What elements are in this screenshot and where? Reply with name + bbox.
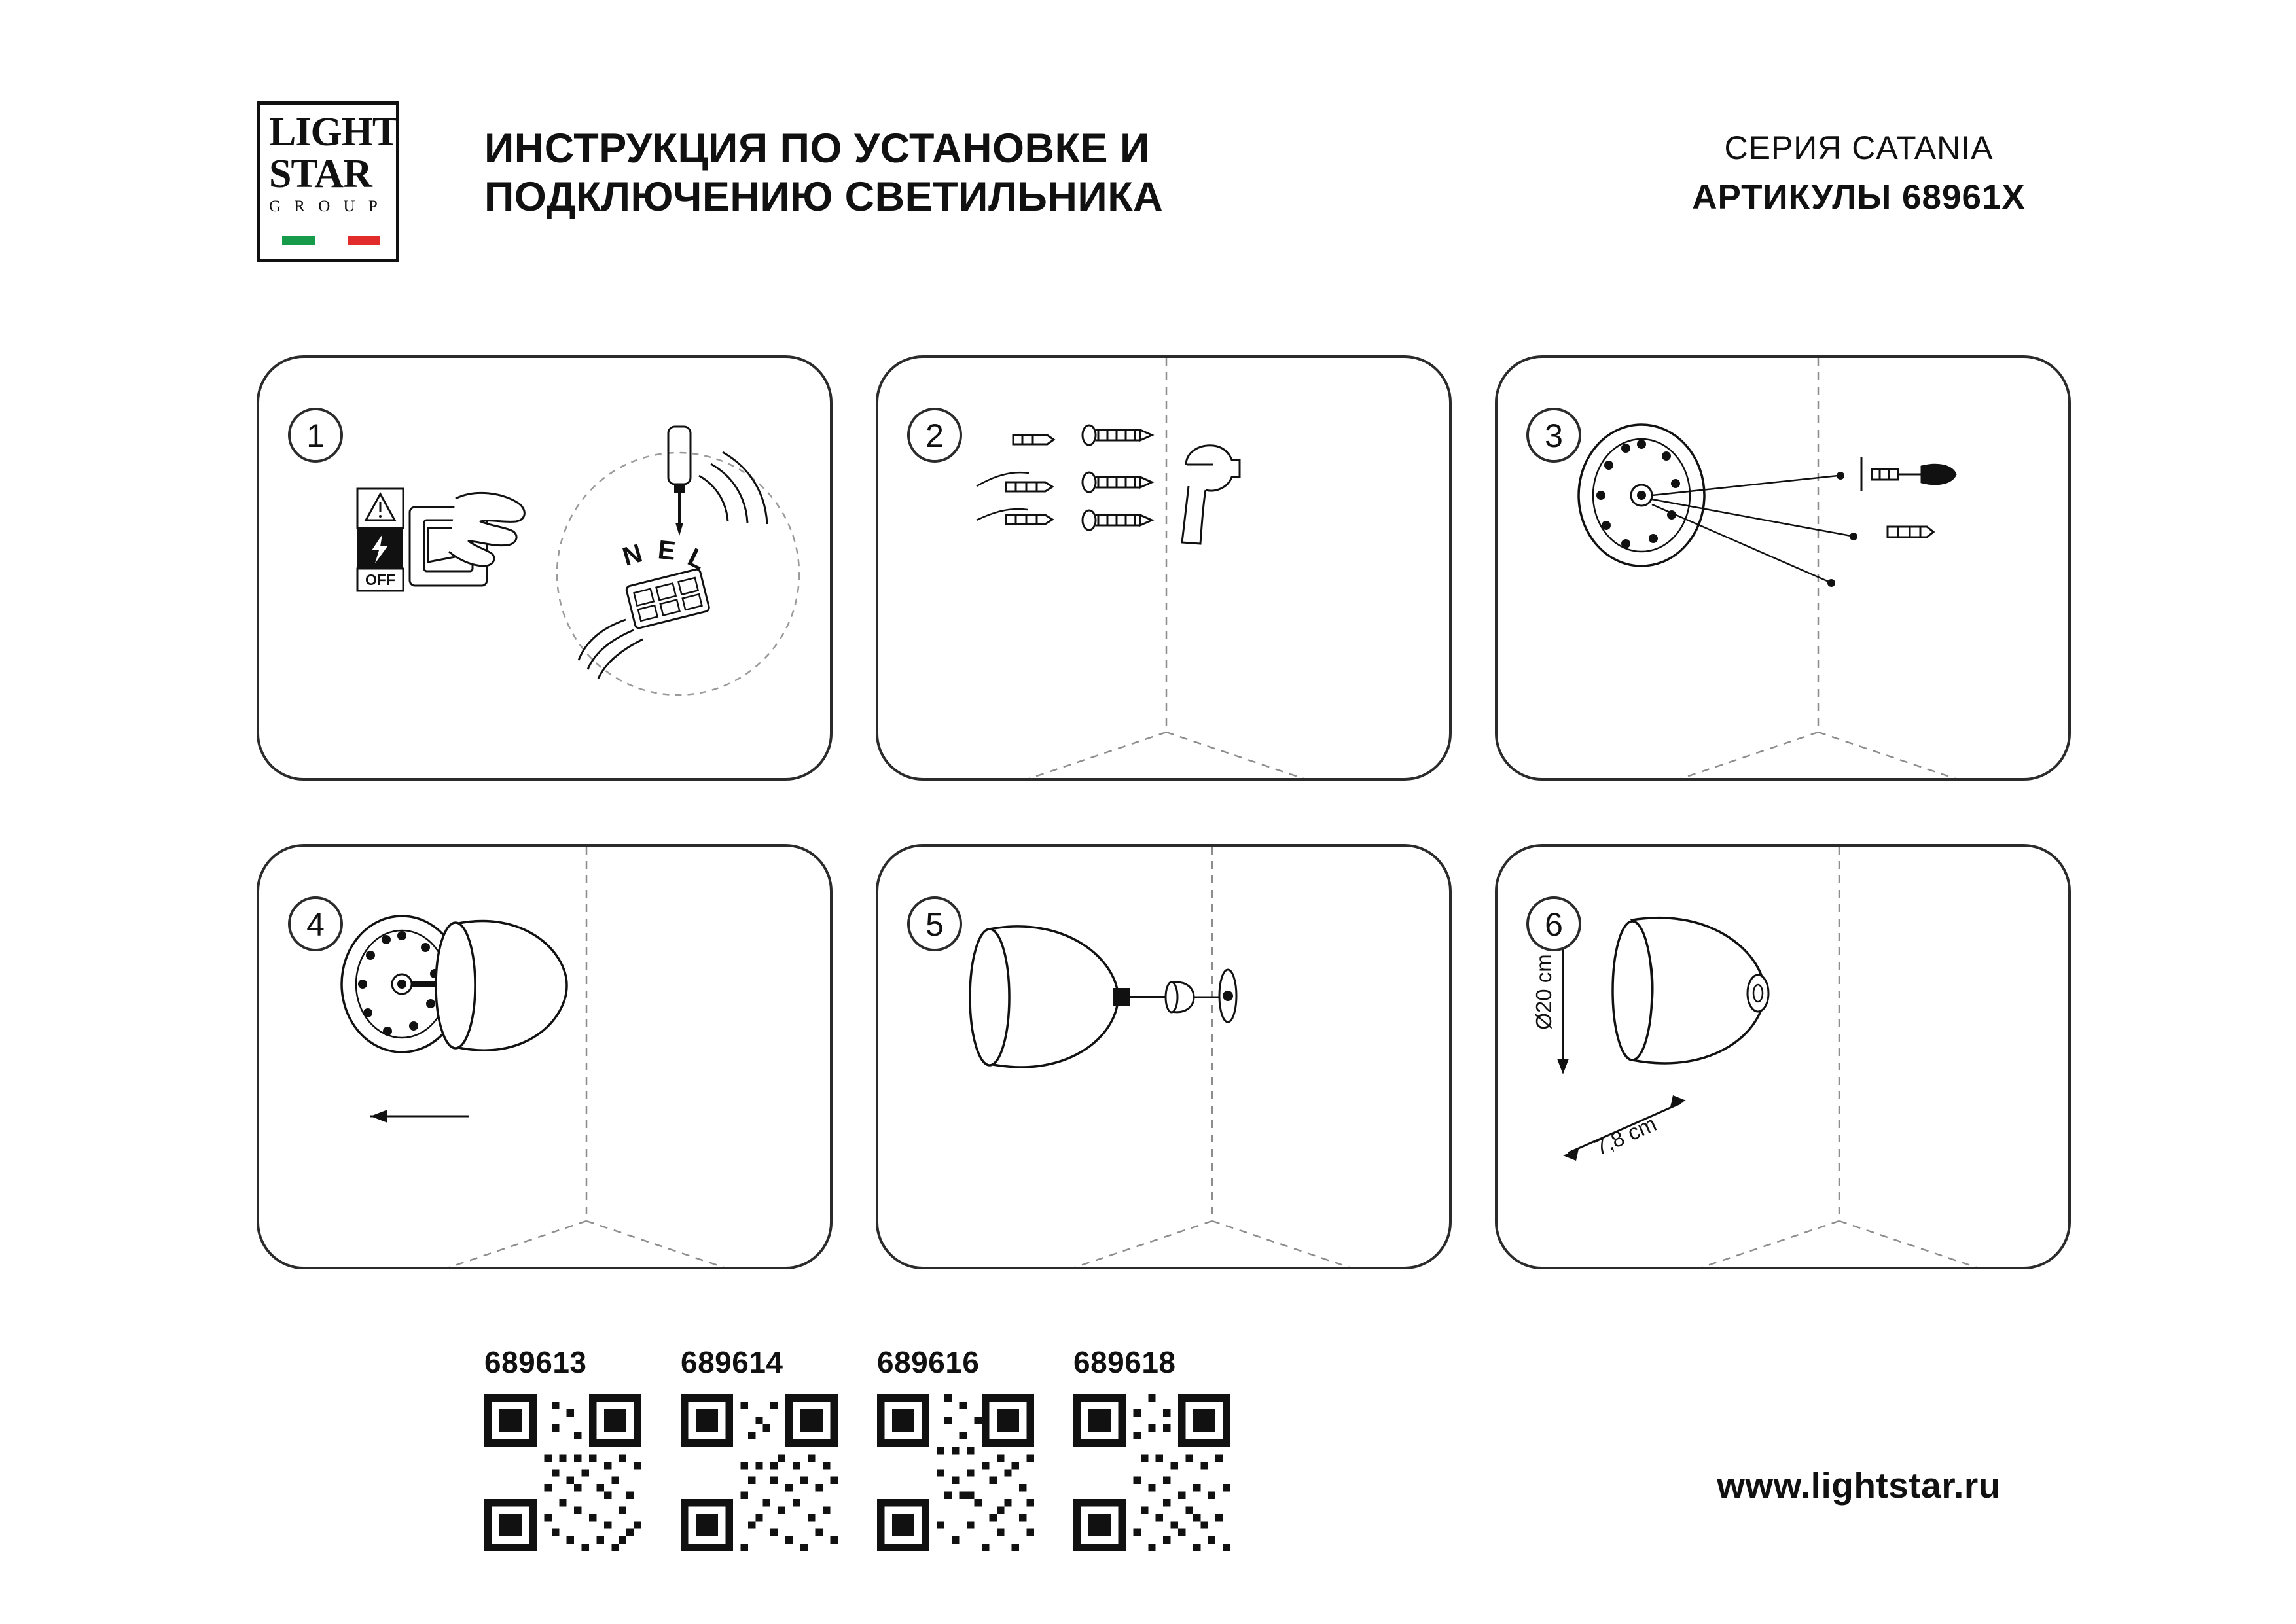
series-label: СЕРИЯ CATANIA <box>1724 130 1994 166</box>
product-code-label: 689616 <box>877 1345 980 1379</box>
logo-line-light: LIGHT <box>269 110 399 154</box>
step-panel-2 <box>876 355 1452 781</box>
logo-wordmark <box>269 110 399 216</box>
terminal-label-e: E <box>656 535 677 566</box>
dimension-diameter: Ø20 cm <box>1532 954 1556 1030</box>
logo-line-group: G R O U P <box>269 198 382 215</box>
step-panel-4 <box>257 844 833 1269</box>
document-header <box>0 0 2296 314</box>
terminal-label-n: N <box>619 538 646 572</box>
step-number-3: 3 <box>1526 408 1581 463</box>
product-code-label: 689613 <box>484 1345 587 1379</box>
step-4-illustration <box>259 847 833 1269</box>
step-5-illustration <box>878 847 1452 1269</box>
qr-code-icon <box>681 1394 838 1551</box>
logo-line-star: STAR <box>269 152 372 196</box>
document-footer <box>0 1309 2296 1624</box>
step-number-1: 1 <box>288 408 343 463</box>
product-code-list <box>484 1345 1230 1551</box>
page-title-line-1: ИНСТРУКЦИЯ ПО УСТАНОВКЕ И <box>484 126 1150 171</box>
step-3-illustration <box>1498 358 2071 781</box>
product-code-label: 689618 <box>1073 1345 1176 1379</box>
step-number-4: 4 <box>288 896 343 951</box>
step-number-6: 6 <box>1526 896 1581 951</box>
step-number-5: 5 <box>907 896 962 951</box>
step-2-illustration <box>878 358 1452 781</box>
step-6-illustration <box>1498 847 2071 1269</box>
website-url[interactable]: www.lightstar.ru <box>1717 1465 2001 1506</box>
product-code-item <box>877 1345 1034 1551</box>
product-code-item <box>681 1345 838 1551</box>
qr-code-icon <box>877 1394 1034 1551</box>
articles-label: АРТИКУЛЫ 68961X <box>1692 178 2026 217</box>
step-1-illustration <box>259 358 833 781</box>
step-panel-3 <box>1495 355 2071 781</box>
terminal-label-l: L <box>683 542 711 576</box>
dimension-depth: 7,8 cm <box>1590 1111 1660 1160</box>
series-info <box>1590 128 2127 218</box>
product-code-label: 689614 <box>681 1345 783 1379</box>
product-code-item <box>484 1345 641 1551</box>
page-title-line-2: ПОДКЛЮЧЕНИЮ СВЕТИЛЬНИКА <box>484 174 1164 220</box>
page-title <box>484 124 1433 221</box>
step-panel-1 <box>257 355 833 781</box>
step-number-2: 2 <box>907 408 962 463</box>
product-code-item <box>1073 1345 1230 1551</box>
qr-code-icon <box>1073 1394 1230 1551</box>
lightstar-logo <box>257 101 399 262</box>
step-panel-5 <box>876 844 1452 1269</box>
svg-text:OFF: OFF <box>365 571 395 588</box>
qr-code-icon <box>484 1394 641 1551</box>
step-panel-6 <box>1495 844 2071 1269</box>
italian-flag-icon <box>282 236 380 245</box>
